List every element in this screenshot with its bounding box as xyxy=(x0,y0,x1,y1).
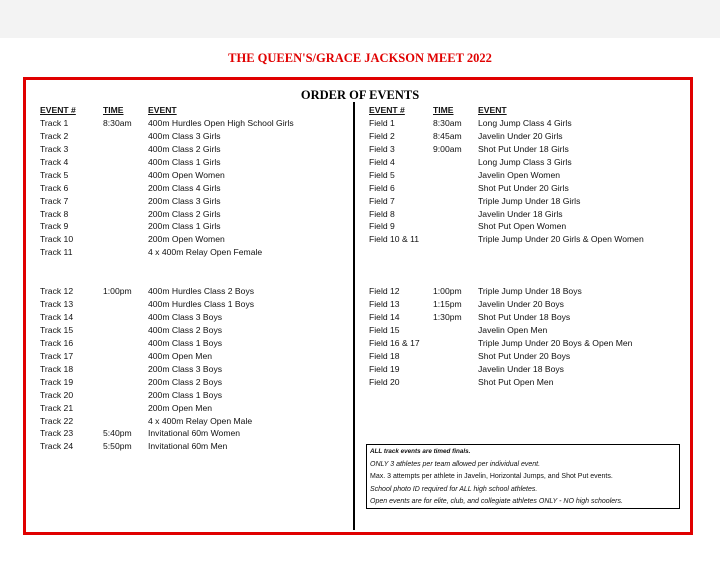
event-time-cell xyxy=(433,246,462,259)
event-time-cell xyxy=(103,169,132,182)
event-time-cell xyxy=(103,156,132,169)
event-time-cell xyxy=(433,363,462,376)
event-num-cell: Track 3 xyxy=(40,143,69,154)
event-event-cell: 400m Open Men xyxy=(148,350,213,361)
event-num-cell: Track 22 xyxy=(40,415,74,426)
event-num-cell: Field 7 xyxy=(369,195,395,206)
column-header: EVENT # xyxy=(369,105,405,115)
event-event-cell: 200m Class 1 Girls xyxy=(148,221,221,232)
column-header: EVENT # xyxy=(40,105,76,115)
event-time-cell xyxy=(103,350,132,363)
column-header: TIME xyxy=(433,105,454,115)
event-time-cell xyxy=(103,337,132,350)
event-num-cell: Track 7 xyxy=(40,195,69,206)
event-event-cell: Shot Put Open Women xyxy=(478,221,567,232)
event-time-cell xyxy=(103,208,132,221)
event-num-cell: Track 20 xyxy=(40,389,74,400)
event-time-cell: 5:50pm xyxy=(103,441,132,452)
event-event-cell: Triple Jump Under 18 Girls xyxy=(478,195,581,206)
event-num-cell: Field 14 xyxy=(369,312,400,322)
event-num-cell: Field 13 xyxy=(369,299,400,310)
event-num-cell: Field 12 xyxy=(369,286,400,297)
event-time-cell xyxy=(433,376,462,389)
event-event-cell: 4 x 400m Relay Open Male xyxy=(148,415,253,426)
event-event-cell: Shot Put Under 20 Boys xyxy=(478,350,571,361)
event-event-cell: Javelin Under 20 Boys xyxy=(478,299,564,310)
event-event-cell: Invitational 60m Women xyxy=(148,428,241,439)
event-num-cell: Track 17 xyxy=(40,350,74,361)
event-event-cell: Javelin Under 20 Girls xyxy=(478,130,563,141)
event-time-cell: 1:30pm xyxy=(433,312,462,322)
event-num-cell: Field 3 xyxy=(369,143,395,154)
event-event-cell: Triple Jump Under 20 Boys & Open Men xyxy=(478,337,633,348)
left-column-time xyxy=(103,104,132,453)
event-num-cell: Field 10 & 11 xyxy=(369,234,420,245)
event-event-cell: 200m Class 4 Girls xyxy=(148,182,221,193)
right-column-num xyxy=(369,104,420,389)
event-time-cell xyxy=(433,169,462,182)
right-column-time xyxy=(433,104,462,389)
note: School photo ID required for ALL high school athletes. xyxy=(370,485,538,493)
event-num-cell: Track 8 xyxy=(40,208,69,219)
event-time-cell xyxy=(103,389,132,402)
note: Max. 3 attempts per athlete in Javelin, Horizontal Jumps, and Shot Put events. xyxy=(370,473,613,481)
event-time-cell xyxy=(433,259,462,272)
event-num-cell: Track 18 xyxy=(40,363,74,374)
event-event-cell: Javelin Open Men xyxy=(478,324,548,335)
event-time-cell xyxy=(103,272,132,285)
event-time-cell: 1:00pm xyxy=(433,286,462,297)
event-event-cell: Shot Put Under 18 Boys xyxy=(478,312,571,322)
event-event-cell xyxy=(478,246,644,259)
event-event-cell: 400m Class 2 Girls xyxy=(148,143,221,154)
event-event-cell xyxy=(478,259,644,272)
event-num-cell xyxy=(369,272,420,285)
event-num-cell: Track 14 xyxy=(40,312,74,322)
event-time-cell: 8:45am xyxy=(433,130,462,141)
event-num-cell: Field 8 xyxy=(369,208,395,219)
event-time-cell: 1:00pm xyxy=(103,286,132,297)
event-num-cell: Track 9 xyxy=(40,221,69,232)
event-time-cell xyxy=(103,220,132,233)
event-num-cell: Field 4 xyxy=(369,156,395,167)
event-event-cell: 200m Class 3 Girls xyxy=(148,195,221,206)
event-event-cell: 200m Open Women xyxy=(148,234,225,245)
event-event-cell: 200m Open Men xyxy=(148,402,213,413)
event-num-cell xyxy=(40,259,76,272)
event-time-cell xyxy=(433,272,462,285)
column-header: TIME xyxy=(103,105,124,115)
event-event-cell: Triple Jump Under 18 Boys xyxy=(478,286,582,297)
event-time-cell xyxy=(433,182,462,195)
event-num-cell: Track 5 xyxy=(40,169,69,180)
event-event-cell xyxy=(478,272,644,285)
event-time-cell xyxy=(433,337,462,350)
column-header: EVENT xyxy=(478,105,507,115)
column-divider xyxy=(353,102,355,530)
event-time-cell xyxy=(433,324,462,337)
event-time-cell xyxy=(103,195,132,208)
event-event-cell: 400m Class 2 Boys xyxy=(148,324,223,335)
event-time-cell xyxy=(433,233,462,246)
event-time-cell xyxy=(103,246,132,259)
event-time-cell xyxy=(433,156,462,169)
event-time-cell: 8:30am xyxy=(433,117,462,128)
event-event-cell: 400m Class 1 Girls xyxy=(148,156,221,167)
event-time-cell xyxy=(103,376,132,389)
right-column-event xyxy=(478,104,644,389)
event-event-cell: 200m Class 3 Boys xyxy=(148,363,223,374)
event-time-cell: 8:30am xyxy=(103,117,132,128)
event-time-cell xyxy=(103,143,132,156)
event-event-cell: 400m Hurdles Class 2 Boys xyxy=(148,286,255,297)
event-event-cell: Shot Put Under 18 Girls xyxy=(478,143,569,154)
column-header: EVENT xyxy=(148,105,177,115)
event-event-cell: 400m Hurdles Open High School Girls xyxy=(148,117,294,128)
event-num-cell xyxy=(369,259,420,272)
event-time-cell xyxy=(103,298,132,311)
event-time-cell xyxy=(103,363,132,376)
event-event-cell: 400m Class 1 Boys xyxy=(148,337,223,348)
event-time-cell: 5:40pm xyxy=(103,428,132,439)
event-event-cell: Javelin Open Women xyxy=(478,169,561,180)
event-num-cell: Field 20 xyxy=(369,376,400,387)
event-time-cell xyxy=(103,259,132,272)
event-num-cell xyxy=(369,246,420,259)
event-num-cell: Field 1 xyxy=(369,117,395,128)
notes-box xyxy=(366,444,680,509)
event-event-cell: Long Jump Class 3 Girls xyxy=(478,156,572,167)
event-time-cell xyxy=(103,324,132,337)
event-time-cell xyxy=(103,130,132,143)
event-time-cell xyxy=(103,402,132,415)
event-time-cell xyxy=(103,182,132,195)
event-num-cell: Track 6 xyxy=(40,182,69,193)
event-num-cell: Track 2 xyxy=(40,130,69,141)
event-num-cell: Field 19 xyxy=(369,363,400,374)
event-event-cell: Javelin Under 18 Girls xyxy=(478,208,563,219)
event-num-cell: Track 13 xyxy=(40,299,74,310)
event-time-cell xyxy=(103,233,132,246)
event-event-cell: 200m Class 2 Boys xyxy=(148,376,223,387)
left-column-num xyxy=(40,104,76,453)
event-event-cell: 200m Class 1 Boys xyxy=(148,389,223,400)
event-num-cell: Field 2 xyxy=(369,130,395,141)
event-event-cell: Shot Put Under 20 Girls xyxy=(478,182,569,193)
event-event-cell: Long Jump Class 4 Girls xyxy=(478,117,572,128)
event-time-cell xyxy=(433,195,462,208)
event-time-cell xyxy=(103,415,132,428)
event-num-cell: Track 16 xyxy=(40,337,74,348)
event-num-cell: Field 18 xyxy=(369,350,400,361)
event-num-cell: Field 16 & 17 xyxy=(369,337,420,348)
event-num-cell: Track 23 xyxy=(40,428,74,439)
event-event-cell: Shot Put Open Men xyxy=(478,376,554,387)
event-num-cell: Track 11 xyxy=(40,247,73,258)
event-num-cell xyxy=(40,272,76,285)
event-num-cell: Track 19 xyxy=(40,376,74,387)
event-time-cell xyxy=(103,311,132,324)
event-time-cell: 9:00am xyxy=(433,143,462,154)
event-num-cell: Track 21 xyxy=(40,402,74,413)
event-event-cell xyxy=(148,272,294,285)
event-num-cell: Field 5 xyxy=(369,169,395,180)
note: ONLY 3 athletes per team allowed per individual event. xyxy=(370,460,541,468)
event-time-cell xyxy=(433,220,462,233)
event-event-cell: 200m Class 2 Girls xyxy=(148,208,221,219)
event-event-cell: Invitational 60m Men xyxy=(148,441,228,452)
event-num-cell: Field 9 xyxy=(369,221,395,232)
event-event-cell: Triple Jump Under 20 Girls & Open Women xyxy=(478,234,644,245)
event-event-cell: 400m Class 3 Boys xyxy=(148,312,223,322)
event-num-cell: Field 6 xyxy=(369,182,395,193)
event-event-cell xyxy=(148,259,294,272)
event-num-cell: Track 1 xyxy=(40,117,69,128)
event-num-cell: Track 24 xyxy=(40,441,74,452)
event-event-cell: Javelin Under 18 Boys xyxy=(478,363,564,374)
event-num-cell: Track 12 xyxy=(40,286,74,297)
event-num-cell: Field 15 xyxy=(369,324,400,335)
meet-title: THE QUEEN'S/GRACE JACKSON MEET 2022 xyxy=(228,51,492,65)
event-time-cell xyxy=(433,208,462,221)
note: Open events are for elite, club, and collegiate athletes ONLY - NO high schoolers. xyxy=(370,498,623,506)
event-event-cell: 400m Class 3 Girls xyxy=(148,130,221,141)
note: ALL track events are timed finals. xyxy=(370,448,471,455)
left-column-event xyxy=(148,104,294,453)
event-event-cell: 400m Hurdles Class 1 Boys xyxy=(148,299,255,310)
order-of-events-heading: ORDER OF EVENTS xyxy=(300,88,420,102)
event-event-cell: 400m Open Women xyxy=(148,169,225,180)
event-time-cell xyxy=(433,350,462,363)
event-num-cell: Track 10 xyxy=(40,234,74,245)
event-event-cell: 4 x 400m Relay Open Female xyxy=(148,247,263,258)
event-num-cell: Track 15 xyxy=(40,324,74,335)
event-num-cell: Track 4 xyxy=(40,156,69,167)
event-time-cell: 1:15pm xyxy=(433,299,462,310)
